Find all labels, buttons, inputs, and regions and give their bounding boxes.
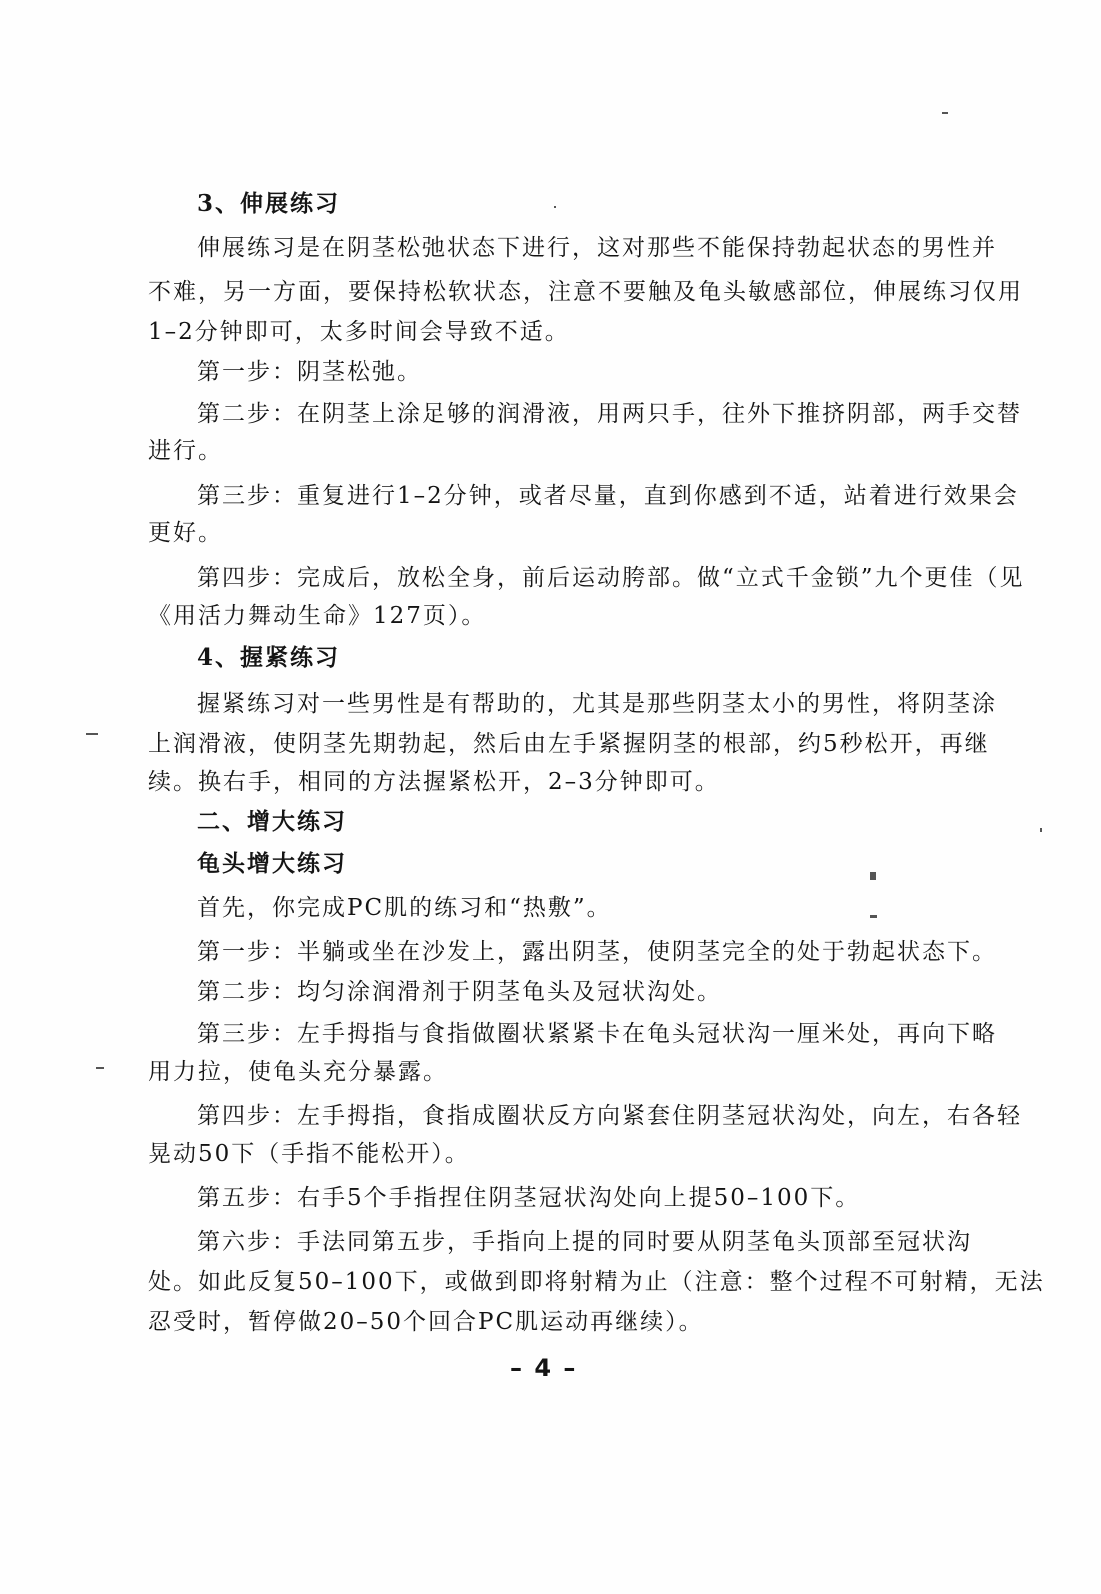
step-line: 第三步：重复进行1–2分钟，或者尽量，直到你感到不适，站着进行效果会 <box>197 483 1019 509</box>
paragraph-line: 忍受时，暂停做20–50个回合PC肌运动再继续）。 <box>148 1309 704 1335</box>
paragraph-line: 续。换右手，相同的方法握紧松开，2–3分钟即可。 <box>148 769 720 795</box>
paragraph-line: 上润滑液，使阴茎先期勃起，然后由左手紧握阴茎的根部，约5秒松开，再继 <box>148 731 990 757</box>
step-line: 第二步：均匀涂润滑剂于阴茎龟头及冠状沟处。 <box>197 979 722 1005</box>
step-line: 第六步：手法同第五步，手指向上提的同时要从阴茎龟头顶部至冠状沟 <box>197 1229 972 1255</box>
step-line: 第三步：左手拇指与食指做圈状紧紧卡在龟头冠状沟一厘米处，再向下略 <box>197 1021 997 1047</box>
step-line: 第四步：左手拇指，食指成圈状反方向紧套住阴茎冠状沟处，向左，右各轻 <box>197 1103 1022 1129</box>
step-line: 第一步：半躺或坐在沙发上，露出阴茎，使阴茎完全的处于勃起状态下。 <box>197 939 997 965</box>
paragraph-line: 晃动50下（手指不能松开）。 <box>148 1141 470 1167</box>
paragraph-line: 伸展练习是在阴茎松弛状态下进行，这对那些不能保持勃起状态的男性并 <box>197 235 997 261</box>
step-line: 第一步：阴茎松弛。 <box>197 359 422 385</box>
paragraph-line: 用力拉，使龟头充分暴露。 <box>148 1059 448 1085</box>
page-number: – 4 – <box>510 1354 578 1382</box>
section-heading-stretch-exercise: 3、伸展练习 <box>197 190 341 217</box>
section-heading-grip-exercise: 4、握紧练习 <box>197 644 341 671</box>
scan-speck <box>870 915 877 918</box>
paragraph-line: 处。如此反复50–100下，或做到即将射精为止（注意：整个过程不可射精，无法 <box>148 1269 1045 1295</box>
paragraph-line: 《用活力舞动生命》127页）。 <box>148 603 487 629</box>
step-line: 第五步：右手5个手指捏住阴茎冠状沟处向上提50–100下。 <box>197 1185 861 1211</box>
step-line: 第四步：完成后，放松全身，前后运动胯部。做“立式千金锁”九个更佳（见 <box>197 565 1025 591</box>
paragraph-line: 更好。 <box>148 520 223 546</box>
scan-speck <box>870 872 876 880</box>
paragraph-line: 不难，另一方面，要保持松软状态，注意不要触及龟头敏感部位，伸展练习仅用 <box>148 279 1023 305</box>
scan-speck <box>86 733 98 735</box>
paragraph-line: 进行。 <box>148 438 223 464</box>
subsection-heading: 龟头增大练习 <box>197 850 347 877</box>
scan-speck <box>942 112 948 114</box>
scan-speck <box>1040 828 1042 832</box>
paragraph-line: 1–2分钟即可，太多时间会导致不适。 <box>148 319 570 345</box>
scan-speck <box>96 1067 104 1069</box>
section-heading-enlargement: 二、增大练习 <box>197 808 347 835</box>
paragraph-line: 握紧练习对一些男性是有帮助的，尤其是那些阴茎太小的男性，将阴茎涂 <box>197 691 997 717</box>
scan-speck <box>554 206 556 208</box>
paragraph-line: 首先，你完成PC肌的练习和“热敷”。 <box>197 895 612 921</box>
step-line: 第二步：在阴茎上涂足够的润滑液，用两只手，往外下推挤阴部，两手交替 <box>197 401 1022 427</box>
